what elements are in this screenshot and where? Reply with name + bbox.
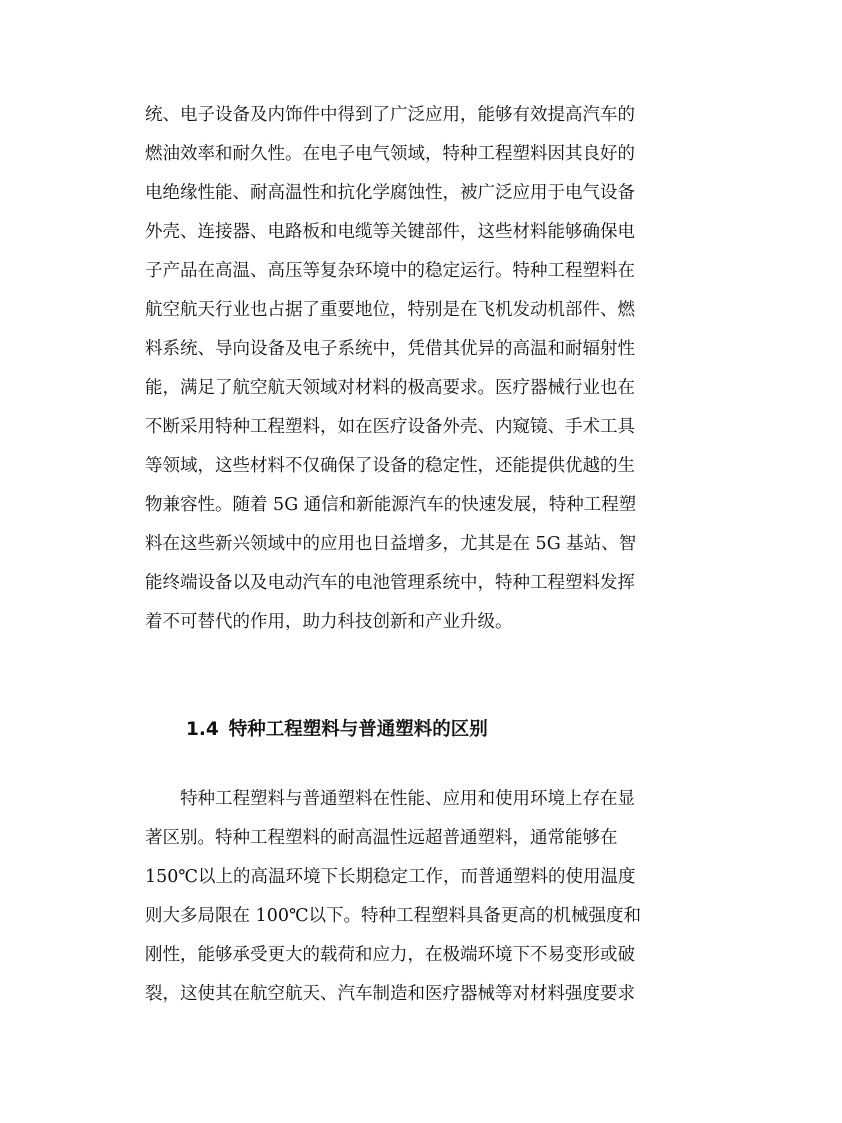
- paragraph-line: 统、电子设备及内饰件中得到了广泛应用，能够有效提高汽车的: [145, 105, 635, 125]
- section-title: 特种工程塑料与普通塑料的区别: [228, 719, 488, 740]
- section-heading: [186, 710, 488, 750]
- paragraph-line: 燃油效率和耐久性。在电子电气领域，特种工程塑料因其良好的: [145, 144, 635, 164]
- paragraph-line: 能，满足了航空航天领域对材料的极高要求。医疗器械行业也在: [145, 378, 635, 398]
- paragraph-line: 不断采用特种工程塑料，如在医疗设备外壳、内窥镜、手术工具: [145, 417, 635, 437]
- paragraph-line: 能终端设备以及电动汽车的电池管理系统中，特种工程塑料发挥: [145, 573, 635, 593]
- body-paragraph-applications: [145, 96, 701, 642]
- paragraph-line: 则大多局限在 100℃以下。特种工程塑料具备更高的机械强度和: [145, 906, 642, 926]
- paragraph-line: 外壳、连接器、电路板和电缆等关键部件，这些材料能够确保电: [145, 222, 635, 242]
- paragraph-line: 特种工程塑料与普通塑料在性能、应用和使用环境上存在显: [145, 789, 635, 809]
- paragraph-line: 着不可替代的作用，助力科技创新和产业升级。: [145, 612, 513, 632]
- paragraph-line: 电绝缘性能、耐高温性和抗化学腐蚀性，被广泛应用于电气设备: [145, 183, 635, 203]
- section-number: 1.4: [186, 719, 219, 740]
- paragraph-line: 等领域，这些材料不仅确保了设备的稳定性，还能提供优越的生: [145, 456, 635, 476]
- paragraph-line: 物兼容性。随着 5G 通信和新能源汽车的快速发展，特种工程塑: [145, 495, 637, 515]
- paragraph-line: 刚性，能够承受更大的载荷和应力，在极端环境下不易变形或破: [145, 945, 635, 965]
- paragraph-line: 裂，这使其在航空航天、汽车制造和医疗器械等对材料强度要求: [145, 984, 635, 1004]
- body-paragraph-differences: [145, 780, 701, 1014]
- paragraph-line: 航空航天行业也占据了重要地位，特别是在飞机发动机部件、燃: [145, 300, 635, 320]
- paragraph-line: 料系统、导向设备及电子系统中，凭借其优异的高温和耐辐射性: [145, 339, 635, 359]
- paragraph-line: 150℃以上的高温环境下长期稳定工作，而普通塑料的使用温度: [145, 867, 636, 887]
- paragraph-line: 子产品在高温、高压等复杂环境中的稳定运行。特种工程塑料在: [145, 261, 635, 281]
- paragraph-line: 料在这些新兴领域中的应用也日益增多，尤其是在 5G 基站、智: [145, 534, 637, 554]
- paragraph-line: 著区别。特种工程塑料的耐高温性远超普通塑料，通常能够在: [145, 828, 618, 848]
